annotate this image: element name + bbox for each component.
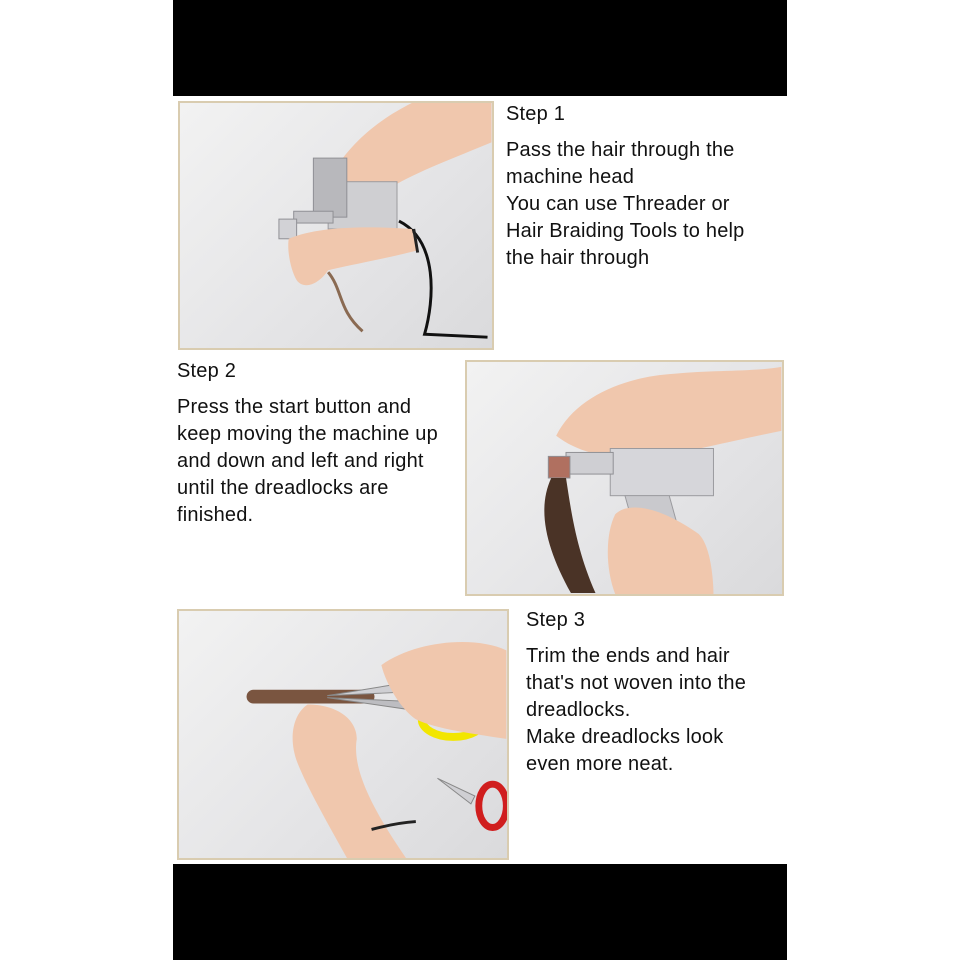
step2-line-1: Press the start button and	[177, 396, 412, 418]
step3-illustration	[179, 611, 507, 858]
step3-line-2: that's not woven into the	[526, 672, 747, 694]
step1-line-5: the hair through	[506, 247, 650, 269]
step3-text	[526, 607, 746, 778]
step1-title: Step 1	[506, 103, 566, 125]
step2-line-5: finished.	[177, 504, 254, 526]
step3-line-3: dreadlocks.	[526, 699, 631, 721]
step1-line-4: Hair Braiding Tools to help	[506, 220, 745, 242]
step1-line-1: Pass the hair through the	[506, 139, 735, 161]
step2-line-3: and down and left and right	[177, 450, 424, 472]
step3-title: Step 3	[526, 609, 586, 631]
step1-photo	[178, 101, 494, 350]
step1-illustration	[180, 103, 492, 348]
step2-illustration	[467, 362, 782, 594]
step2-line-2: keep moving the machine up	[177, 423, 438, 445]
step2-line-4: until the dreadlocks are	[177, 477, 389, 499]
step3-line-5: even more neat.	[526, 753, 674, 775]
step2-title: Step 2	[177, 360, 237, 382]
step2-photo	[465, 360, 784, 596]
step3-line-4: Make dreadlocks look	[526, 726, 724, 748]
step2-text	[177, 358, 438, 529]
step3-line-1: Trim the ends and hair	[526, 645, 730, 667]
step1-line-2: machine head	[506, 166, 635, 188]
step3-photo	[177, 609, 509, 860]
bottom-black-bar	[173, 864, 787, 960]
step1-text	[506, 101, 745, 272]
step1-line-3: You can use Threader or	[506, 193, 730, 215]
top-black-bar	[173, 0, 787, 96]
